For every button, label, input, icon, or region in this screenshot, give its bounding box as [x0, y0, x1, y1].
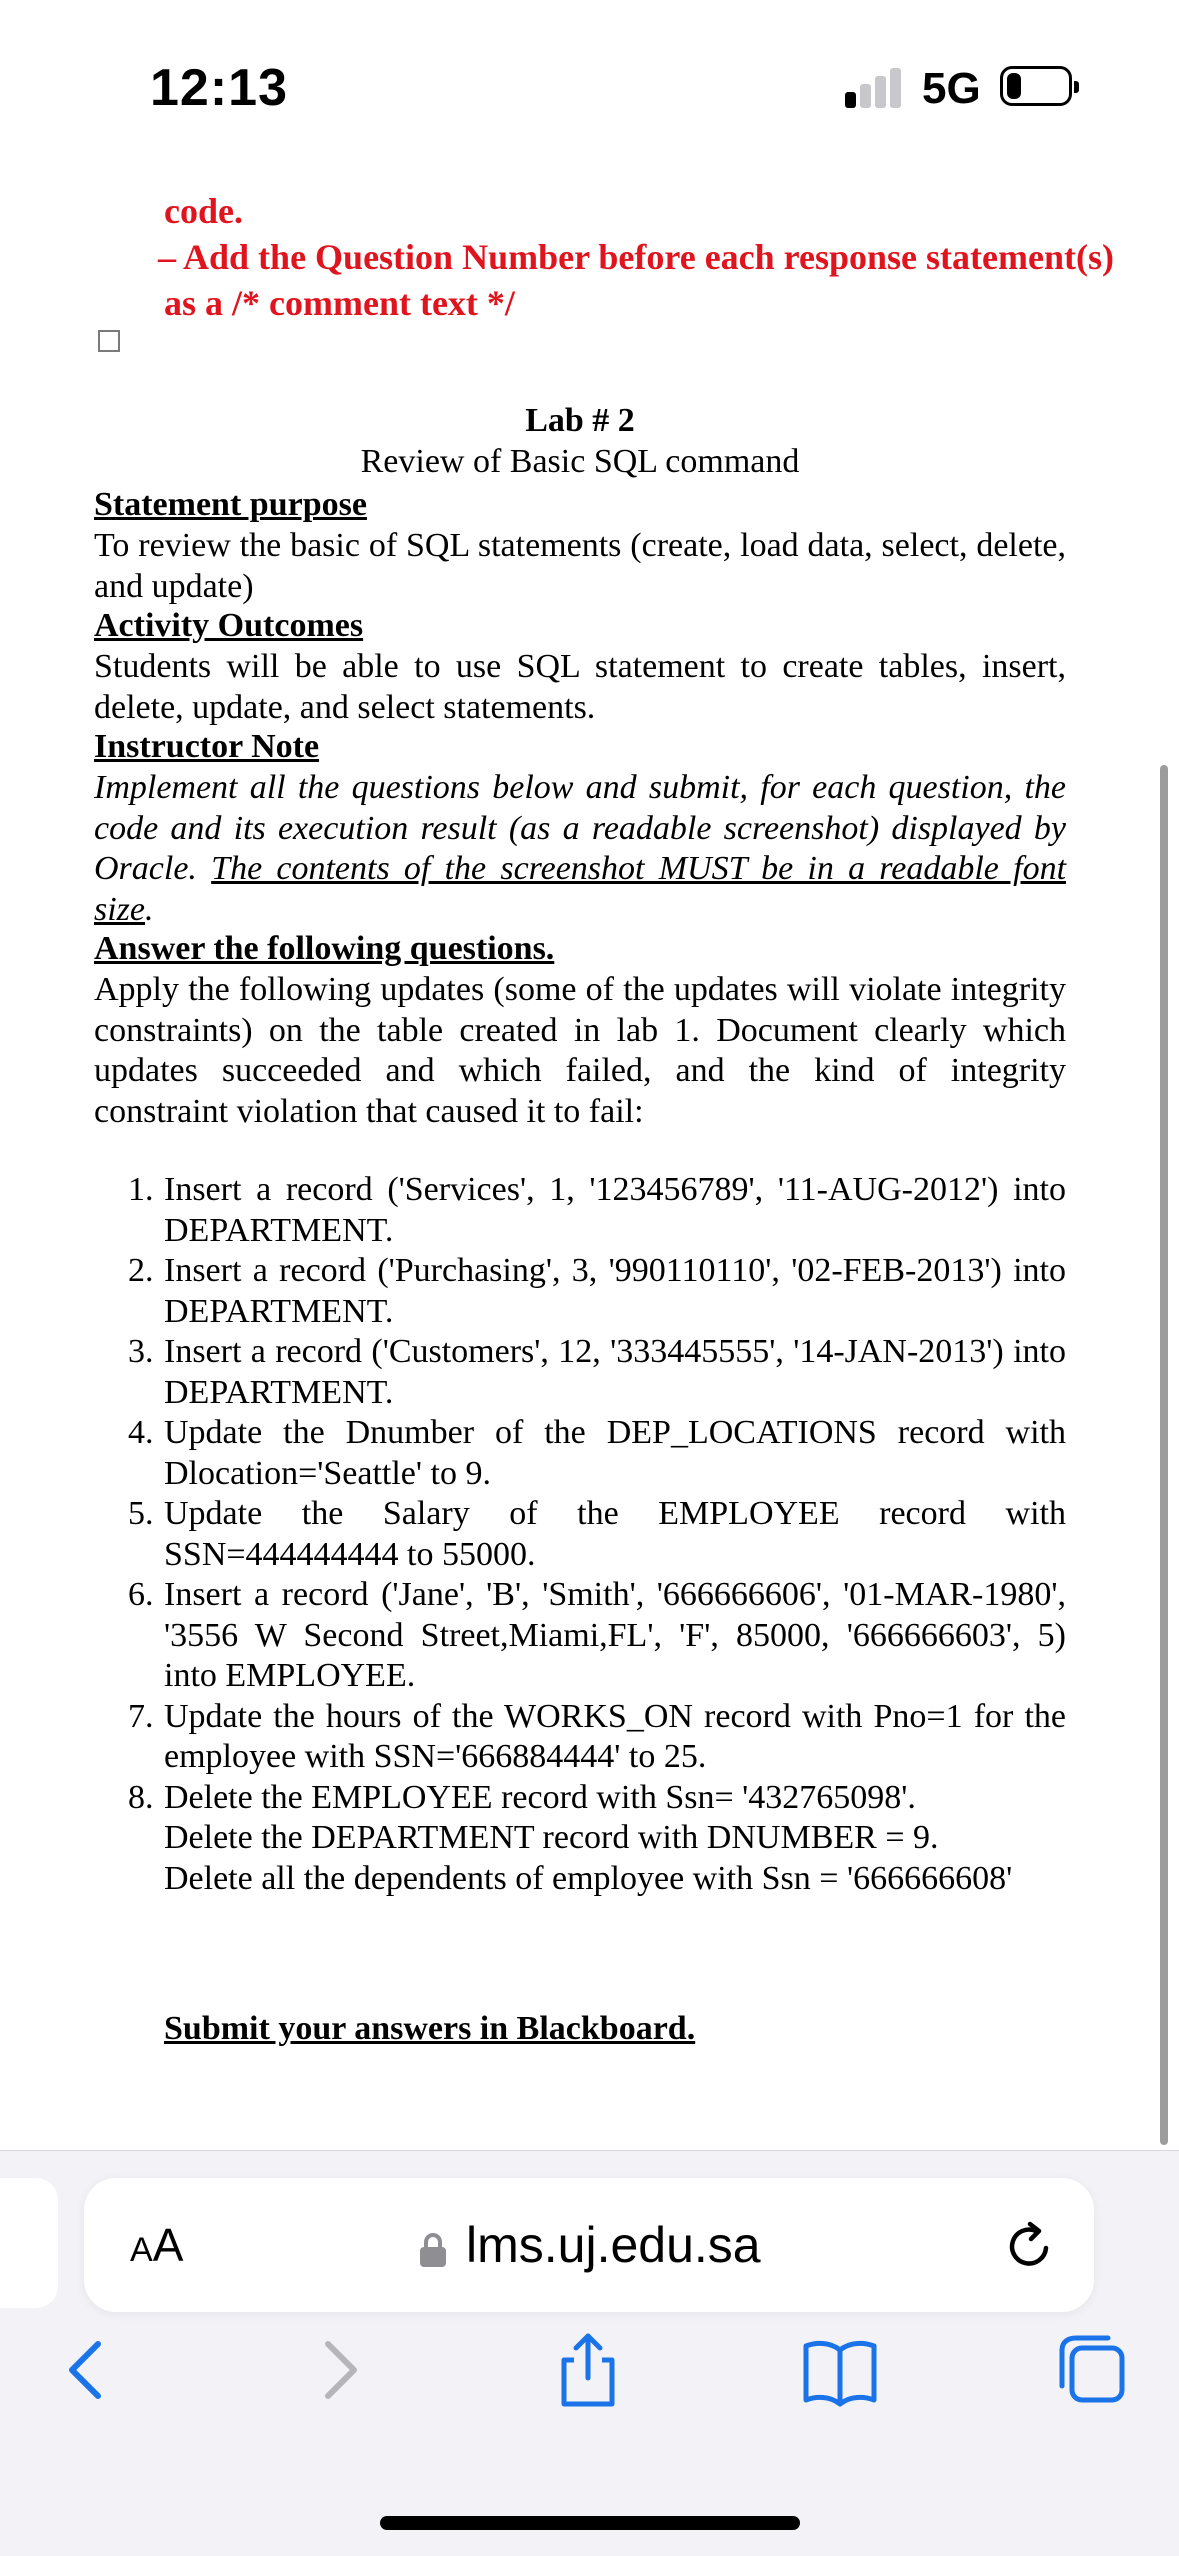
scrollbar[interactable]: [1160, 765, 1168, 2145]
tabs-icon[interactable]: [1052, 2330, 1132, 2410]
address-bar[interactable]: [84, 2178, 1094, 2312]
home-indicator[interactable]: [380, 2516, 800, 2530]
cut-top-text: code.: [164, 191, 243, 231]
instruction-line-2: as a /* comment text */: [164, 283, 515, 323]
instructor-note-text: [94, 768, 1066, 930]
instructor-note-heading: Instructor Note: [94, 728, 320, 765]
activity-outcomes-text: Students will be able to use SQL statement to create tables, insert, delete, update, and select statements.: [94, 648, 1066, 726]
forward-icon[interactable]: [300, 2330, 380, 2410]
instructor-note-underlined: The contents of the screenshot MUST be in a readable font size: [94, 850, 1067, 928]
instruction-line: – Add the Question Number before each response statement(s): [158, 237, 1114, 277]
question-item: 8. Delete the EMPLOYEE record with Ssn= '432765098'.: [128, 1778, 916, 1816]
activity-outcomes-heading: Activity Outcomes: [94, 607, 364, 644]
previous-tab-card[interactable]: [0, 2178, 58, 2308]
submit-instruction: Submit your answers in Blackboard.: [164, 2010, 696, 2047]
clock: 12:13: [150, 59, 288, 117]
question-item: 1. Insert a record ('Services', 1, '123456789', '11-AUG-2012') into DEPARTMENT.: [128, 1171, 1066, 1249]
question-list: [128, 1170, 1066, 1899]
extra-line: Delete all the dependents of employee with Ssn = '666666608': [164, 1859, 1013, 1897]
document-view[interactable]: [0, 150, 1179, 2140]
signal-icon: [845, 66, 905, 108]
share-icon[interactable]: [548, 2330, 628, 2410]
question-item: 6. Insert a record ('Jane', 'B', 'Smith', '666666606', '01-MAR-1980', '3556 W Second Street,Miami,FL', 'F', 85000, '666666603', 5) into EMPLOYEE.: [128, 1576, 1066, 1694]
statement-purpose-text: To review the basic of SQL statements (create, load data, select, delete, and update): [94, 527, 1066, 605]
status-bar: [0, 0, 1179, 170]
reload-icon[interactable]: [1002, 2218, 1058, 2274]
lock-icon: [420, 2233, 446, 2267]
extra-line: Delete the DEPARTMENT record with DNUMBER = 9.: [164, 1819, 939, 1856]
question-item: 5. Update the Salary of the EMPLOYEE record with SSN=444444444 to 55000.: [128, 1495, 1066, 1573]
lab-subtitle: Review of Basic SQL command: [360, 443, 800, 480]
battery-icon: [1000, 66, 1072, 106]
question-item: 3. Insert a record ('Customers', 12, '333445555', '14-JAN-2013') into DEPARTMENT.: [128, 1333, 1066, 1411]
checkbox[interactable]: [98, 330, 120, 352]
statement-purpose-heading: Statement purpose: [94, 486, 367, 523]
network-label: 5G: [922, 64, 981, 113]
url-text[interactable]: lms.uj.edu.sa: [466, 2217, 761, 2273]
instructor-note-body: Implement all the questions below and submit, for each question, the code and its execution result (as a readable screenshot) displayed by Oracle.: [94, 769, 1066, 887]
answer-text: Apply the following updates (some of the updates will violate integrity constraints) on the table created in lab 1. Document clearly which updates succeeded and which failed, and the kind of integrity constraint violation that caused it to fail:: [94, 971, 1066, 1130]
instructor-note-end: .: [145, 890, 154, 928]
question-item: 4. Update the Dnumber of the DEP_LOCATIONS record with Dlocation='Seattle' to 9.: [128, 1414, 1066, 1492]
back-icon[interactable]: [46, 2330, 126, 2410]
bookmarks-icon[interactable]: [800, 2330, 880, 2410]
text-size-button[interactable]: AA: [130, 2219, 184, 2271]
question-item: 2. Insert a record ('Purchasing', 3, '990110110', '02-FEB-2013') into DEPARTMENT.: [128, 1252, 1066, 1330]
question-item: 7. Update the hours of the WORKS_ON record with Pno=1 for the employee with SSN='666884444' to 25.: [128, 1697, 1066, 1775]
lab-title: Lab # 2: [525, 402, 635, 439]
answer-heading: Answer the following questions.: [94, 930, 555, 967]
